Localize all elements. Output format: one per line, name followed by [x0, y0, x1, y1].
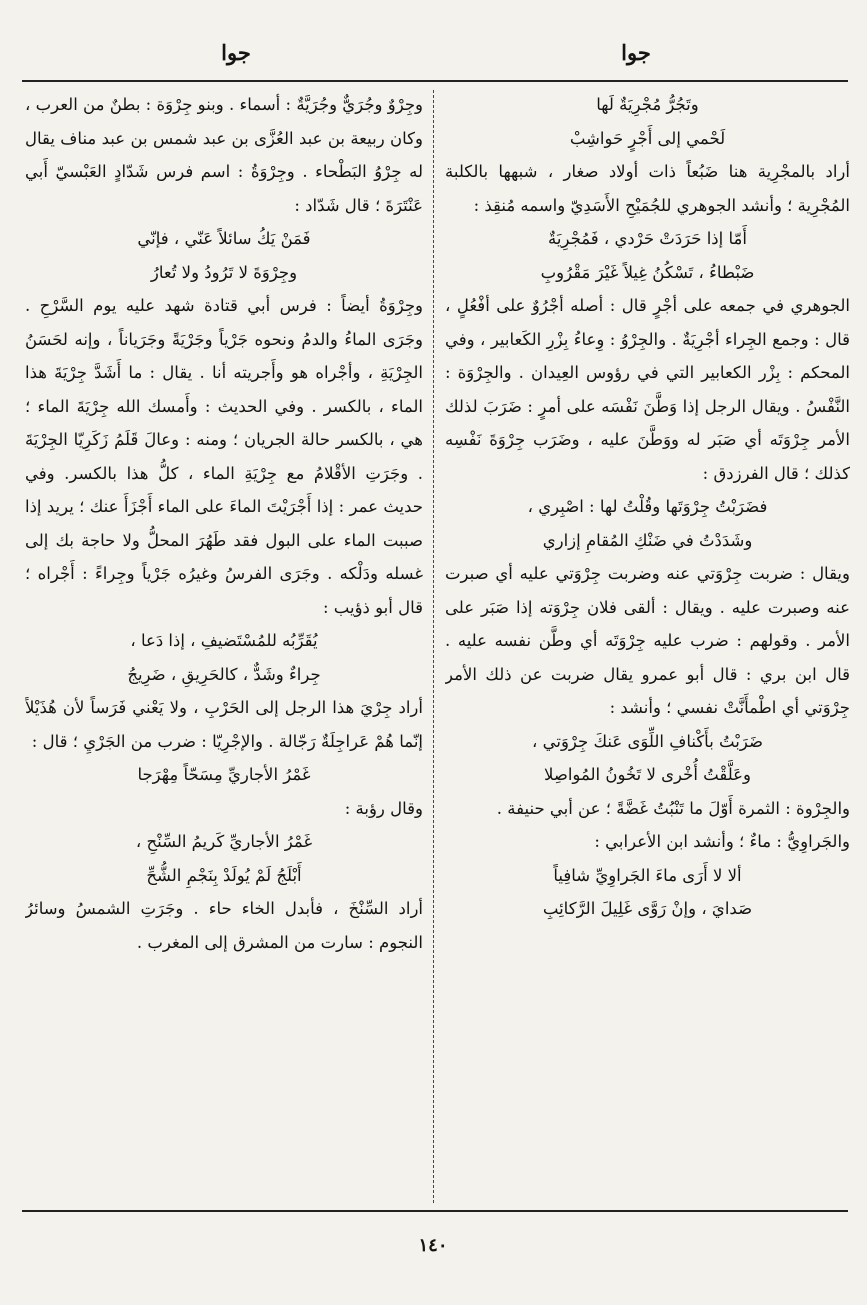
right-column: [445, 88, 850, 1206]
verse-line: ضَرَبْتُ بأَكْنافِ اللِّوَى عَنكَ جِرْوَتي ،: [532, 731, 763, 751]
right-header-word: جوا: [621, 40, 651, 65]
verse-line: لَحْمي إلى أَجْرٍ حَواشِبْ: [569, 128, 726, 148]
entry-paragraph: والجِرْوة : الثمرة أَوّلَ ما تَنْبُتُ غَضَّةً ؛ عن أبي حنيفة .: [496, 798, 850, 818]
verse-line: أَمّا إذا حَرَدَتْ حَرْدي ، فَمُجْرِيَةٌ: [548, 229, 747, 248]
verse-line: يُقَرِّبُه للمُسْتَضيفِ ، إذا دَعا ،: [130, 631, 318, 650]
entry-paragraph: ويقال : ضربت جِرْوَتي عنه وضربت جِرْوَتي عليه أي صبرت عنه وصبرت عليه . ويقال : ألقى فلان جِرْوَته إذا صَبَر على الأمر . وقولهم : ضرب عليه جِرْوَتَه أي وطَّن نفسه عليه . قال ابن بري : قال أبو عمرو يقال ضربت عن ذلك الأمر جِرْوَتي أي اطْمأَنَّتْ نفسي ؛ وأنشد :: [445, 564, 850, 717]
entry-paragraph: أراد جِرْيَ هذا الرجل إلى الحَرْبِ ، ولا يَعْني فَرَساً لأن هُذَيْلاً إنّما هُمْ عَراجِلَةٌ رَجّالة . والإجْرِيّا : ضرب من الجَرْيِ ؛ قال :: [25, 698, 423, 751]
verse-line: جِراءٌ وشَدٌّ ، كالحَرِيقِ ، ضَرِيجُ: [127, 664, 321, 684]
verse-line: أَبْلَجُ لَمْ يُولَدْ بِنَجْمِ الشُّحِّ: [146, 865, 302, 885]
bottom-rule: [22, 1210, 848, 1212]
verse-line: صَدايَ ، وإنْ رَوَّى غَلِيلَ الرَّكائِبِ: [542, 899, 753, 918]
verse-line: ضَبْطاءُ ، تَسْكُنُ غِيلاً غَيْرَ مَقْرُوبِ: [540, 262, 755, 282]
verse-line: وتَجُرُّ مُجْرِيَةٌ لَها: [596, 95, 699, 114]
entry-paragraph: أراد السِّنْخَ ، فأبدل الخاء حاء . وجَرَتِ الشمسُ وسائرُ النجوم : سارت من المشرق إلى المغرب .: [25, 899, 423, 952]
verse-line: غَمْرُ الأجاريِّ كَريمُ السِّنْحِ ،: [135, 832, 313, 851]
page-number: ١٤٠: [418, 1235, 448, 1256]
top-rule: [22, 80, 848, 82]
verse-line: ألا لا أَرَى ماءَ الجَراوِيِّ شافِياً: [553, 865, 742, 885]
verse-line: وشَدَدْتُ في ضَنْكِ المُقامِ إزاري: [542, 530, 753, 550]
verse-line: غَمْرُ الأجاريِّ مِسَحّاً مِهْرَجا: [137, 765, 311, 784]
entry-paragraph: أراد بالمجْرِية هنا ضَبُعاً ذات أولاد صغار ، شبهها بالكلبة المُجْرِية ؛ وأنشد الجوهري للجُمَيْحِ الأَسَدِيّ واسمه مُنقِذ :: [445, 162, 850, 215]
entry-paragraph: وجِرْوَةُ أيضاً : فرس أبي قتادة شهد عليه يوم السَّرْحِ . وجَرَى الماءُ والدمُ ونحوه جَرْياً وجَرْيَةً وجَرَياناً ، وإنه لحَسَنُ الجِرْيَةِ ، وأجْراه هو وأَجريته أنا . يقال : ما أَشَدَّ جِرْيَةَ هذا الماء ، بالكسر . وفي الحديث : وأَمسك الله جِرْيَةَ الماء ؛ هي ، بالكسر حالة الجريان ؛ ومنه : وعالَ قَلَمُ زَكَرِيّا الجِرْيَةَ . وجَرَتِ الأقْلامُ مع جِرْيَةِ الماء ، كلُّ هذا بالكسر. وفي حديث عمر : إذا أَجْرَيْتَ الماءَ على الماء أَجْزَأَ عنك ؛ يريد إذا صببت الماء على البول فقد طَهُرَ المحلُّ ولا حاجة بك إلى غسله ودَلْكه . وجَرَى الفرسُ وغيرُه جَرْياً وجِراءً : أَجْراه ؛ قال أبو ذؤيب :: [25, 296, 423, 617]
column-divider: [433, 90, 434, 1203]
verse-line: فضَرَبْتُ جِرْوَتَها وقُلْتُ لها : اصْبِري ،: [527, 497, 768, 516]
left-header-word: جوا: [221, 40, 251, 65]
verse-line: وجِرْوَةَ لا تَرُودُ ولا تُعارُ: [150, 262, 298, 282]
entry-paragraph: الجوهري في جمعه على أجْرٍ قال : أصله أجْرُوٌ على أفْعُلٍ ، قال : وجمع الجِراء أجْرِيَةٌ . والجِرْوُ : وِعاءُ بِزْرِ الكَعابير ، وفي المحكم : بِزْر الكعابير التي في رؤوس العِيدان . والجِرْوَة : النَّفْسُ . ويقال الرجل إذا وَطَّنَ نَفْسَه على أمرٍ : ضَرَبَ لذلك الأمر جِرْوَتَه أي صَبَر له ووَطَّنَ عليه ، وضَرَب جِرْوَةَ نَفْسِه كذلك ؛ قال الفرزدق :: [445, 296, 850, 483]
verse-line: فَمَنْ يَكُ سائلاً عَنّي ، فإنّي: [137, 229, 311, 248]
verse-line: وعَلَّقْتُ أُخْرى لا تَخُونُ المُواصِلا: [543, 765, 751, 784]
entry-paragraph: وقال رؤبة :: [344, 798, 423, 818]
left-column: [25, 88, 423, 1206]
entry-paragraph: والجَراوِيُّ : ماءٌ ؛ وأنشد ابن الأعرابي :: [594, 832, 850, 851]
entry-paragraph: وجِرْوٌ وجُرَيٌّ وجُرَيَّةٌ : أسماء . وبنو جِرْوَة : بطنٌ من العرب ، وكان ربيعة بن عبد العُزَّى بن عبد شمس بن عبد مناف يقال له جِرْوُ البَطْحاء . وجِرْوَةُ : اسم فرس شَدّادٍ العَبْسيّ أَبي عَنْتَرَةَ ؛ قال شَدّاد :: [25, 95, 423, 215]
